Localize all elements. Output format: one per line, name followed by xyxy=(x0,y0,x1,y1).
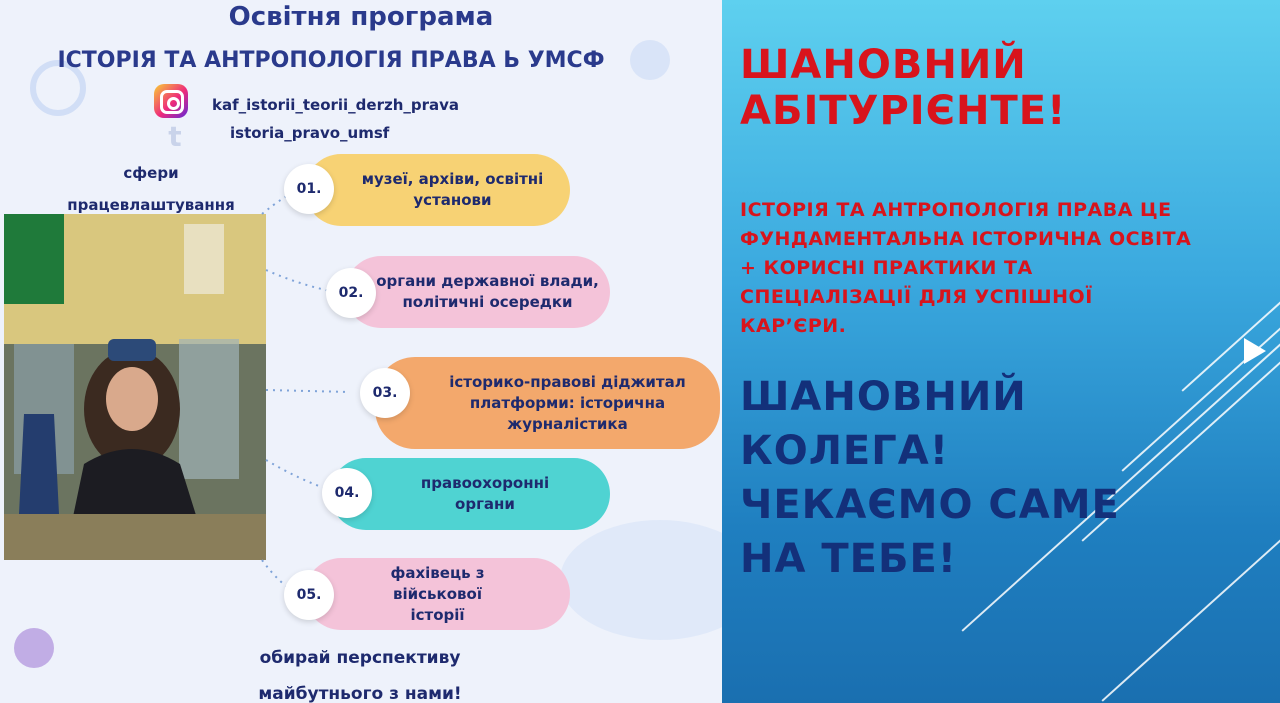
colleague-heading: ШАНОВНИЙ КОЛЕГА! ЧЕКАЄМО САМЕ НА ТЕБЕ! xyxy=(740,374,1120,582)
sphere-text: органи державної влади, політичні осередки xyxy=(376,272,599,311)
instagram-handle[interactable]: kaf_istorii_teorii_derzh_prava xyxy=(212,96,460,114)
program-description: ІСТОРІЯ ТА АНТРОПОЛОГІЯ ПРАВА ЦЕ ФУНДАМЕНТАЛЬНА ІСТОРИЧНА ОСВІТА + КОРИСНІ ПРАКТИКИ ТА СПЕЦІАЛІЗАЦІЇ ДЛЯ УСПІШНОЇ КАР’ЄРИ. xyxy=(740,199,1192,337)
sphere-text: музеї, архіви, освітні установи xyxy=(361,170,544,209)
sphere-pill-4 xyxy=(330,458,610,530)
sphere-number: 04. xyxy=(322,468,372,518)
program-subtitle: ІСТОРІЯ ТА АНТРОПОЛОГІЯ ПРАВА Ь УМСФ xyxy=(57,48,605,73)
page-title: Освітня програма xyxy=(228,2,494,32)
spheres-label: сфери працевлаштування xyxy=(67,164,235,214)
tumblr-icon[interactable]: t xyxy=(168,120,182,153)
greeting-heading: ШАНОВНИЙ АБІТУРІЄНТЕ! xyxy=(740,42,1067,134)
tumblr-handle[interactable]: istoria_pravo_umsf xyxy=(230,124,390,142)
sphere-pill-3 xyxy=(375,357,720,449)
bottom-slogan: обирай перспективу майбутнього з нами! xyxy=(258,648,462,703)
sphere-number: 02. xyxy=(326,268,376,318)
sphere-text: правоохоронні органи xyxy=(420,474,550,513)
next-arrow-icon[interactable] xyxy=(1244,338,1266,364)
sphere-pill-5 xyxy=(305,558,570,630)
sphere-number: 05. xyxy=(284,570,334,620)
sphere-pill-2 xyxy=(345,256,610,328)
sphere-text: історико-правові діджитал платформи: історична журналістика xyxy=(449,372,686,433)
sphere-text: фахівець з військової історії xyxy=(390,563,485,624)
sphere-number: 01. xyxy=(284,164,334,214)
sphere-pill-1 xyxy=(305,154,570,226)
sphere-number: 03. xyxy=(360,368,410,418)
